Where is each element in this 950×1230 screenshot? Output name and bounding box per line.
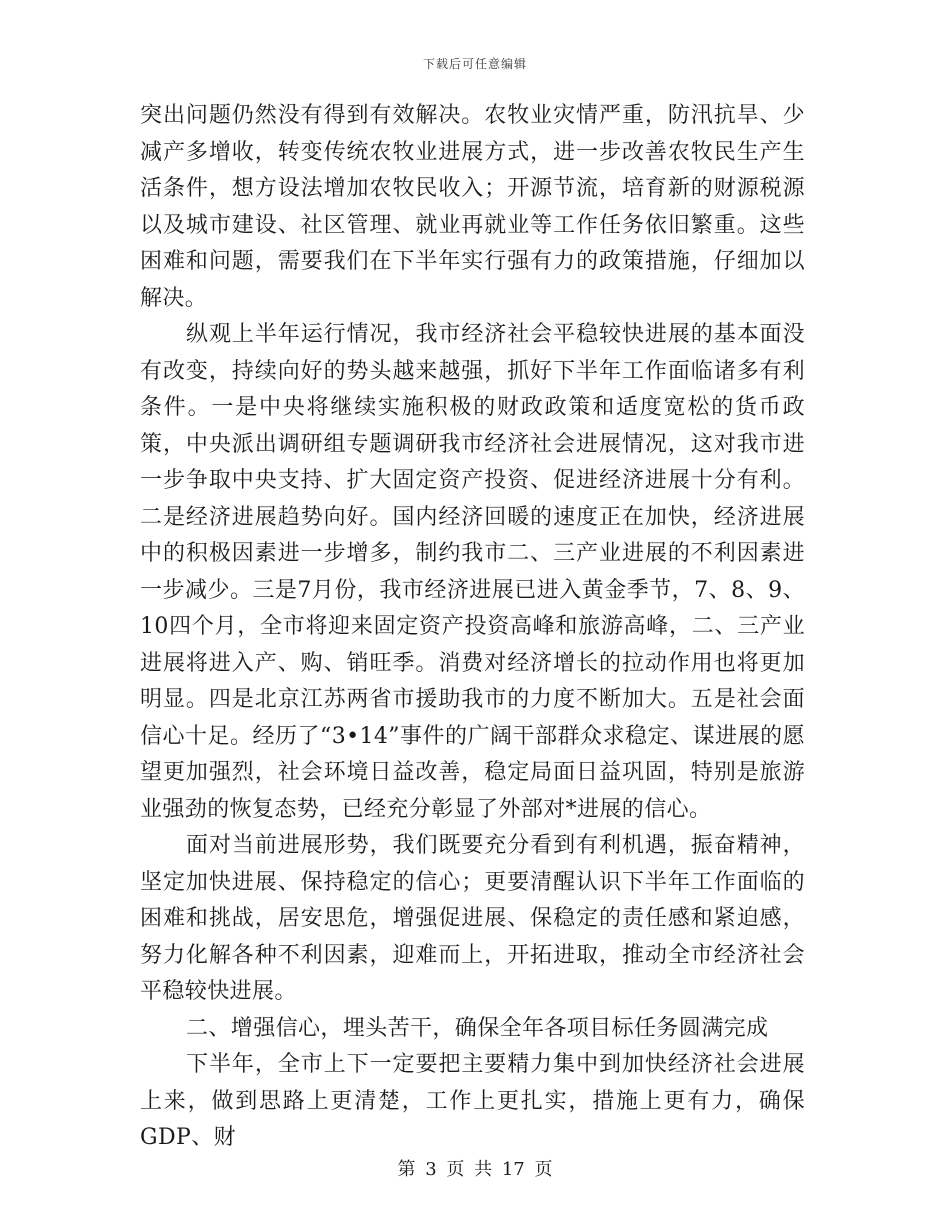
page-header: 下载后可任意编辑 [422,57,527,71]
paragraph-second-half: 下半年，全市上下一定要把主要精力集中到加快经济社会进展上来，做到思路上更清楚，工作上更扎实，措施上更有力，确保GDP、财 [140,1052,805,1150]
document-body [140,98,805,1157]
section-heading: 二、增强信心，埋头苦干，确保全年各项目标任务圆满完成 [186,1015,769,1041]
paragraph-current-situation: 面对当前进展形势，我们既要充分看到有利机遇，振奋精神，坚定加快进展、保持稳定的信心；更要清醒认识下半年工作面临的困难和挑战，居安思危，增强促进展、保稳定的责任感和紧迫感，努力化解各种不利因素，迎难而上，开拓进取，推动全市经济社会平稳较快进展。 [140,833,805,1004]
paragraph-continuation: 突出问题仍然没有得到有效解决。农牧业灾情严重，防汛抗旱、少减产多增收，转变传统农牧业进展方式，进一步改善农牧民生产生活条件，想方设法增加农牧民收入；开源节流，培育新的财源税源以及城市建设、社区管理、就业再就业等工作任务依旧繁重。这些困难和问题，需要我们在下半年实行强有力的政策措施，仔细加以解决。 [140,103,805,311]
paragraph-first-half-overview: 纵观上半年运行情况，我市经济社会平稳较快进展的基本面没有改变，持续向好的势头越来越强，抓好下半年工作面临诸多有利条件。一是中央将继续实施积极的财政政策和适度宽松的货币政策，中央派出调研组专题调研我市经济社会进展情况，这对我市进一步争取中央支持、扩大固定资产投资、促进经济进展十分有利。二是经济进展趋势向好。国内经济回暖的速度正在加快，经济进展中的积极因素进一步增多，制约我市二、三产业进展的不利因素进一步减少。三是7月份，我市经济进展已进入黄金季节，7、8、9、10四个月，全市将迎来固定资产投资高峰和旅游高峰，二、三产业进展将进入产、购、销旺季。消费对经济增长的拉动作用也将更加明显。四是北京江苏两省市援助我市的力度不断加大。五是社会面信心十足。经历了“3•14”事件的广阔干部群众求稳定、谋进展的愿望更加强烈，社会环境日益改善，稳定局面日益巩固，特别是旅游业强劲的恢复态势，已经充分彰显了外部对*进展的信心。 [140,322,805,822]
page-footer: 第 3 页 共 17 页 [397,1159,553,1180]
